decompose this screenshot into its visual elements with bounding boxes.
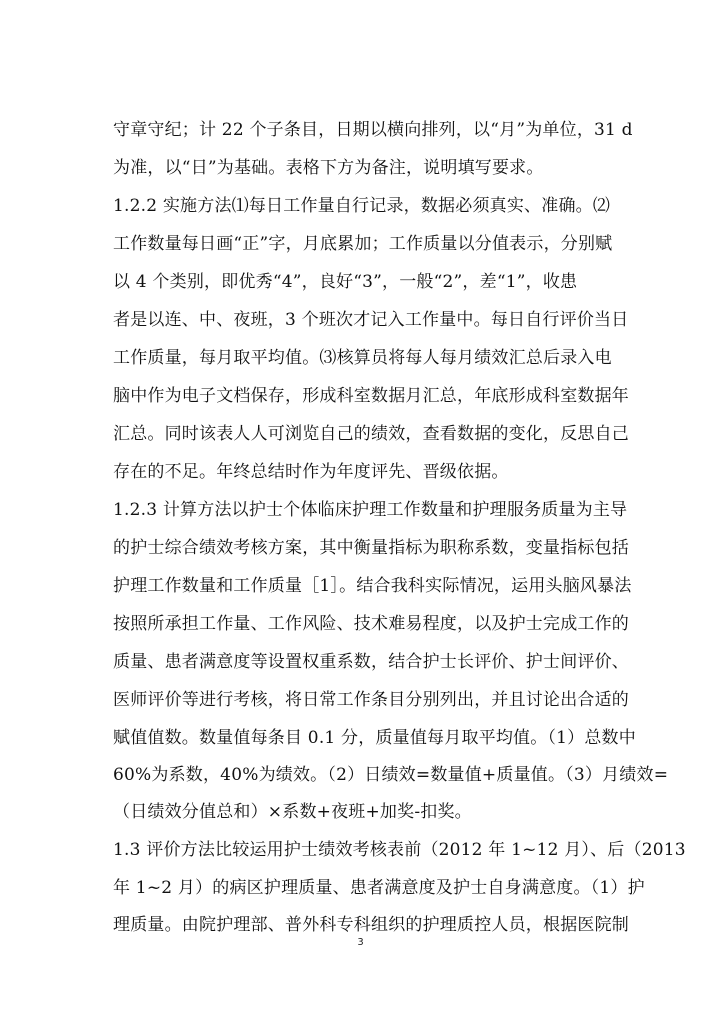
body-text-line: 以 4 个类别，即优秀“4”，良好“3”，一般“2”，差“1”，收患	[113, 272, 578, 292]
body-text-line: 按照所承担工作量、工作风险、技术难易程度，以及护士完成工作的	[113, 614, 629, 634]
body-text-line: 守章守纪；计 22 个子条目，日期以横向排列，以“月”为单位，31 d	[113, 120, 633, 140]
body-text-line: 者是以连、中、夜班，3 个班次才记入工作量中。每日自行评价当日	[113, 310, 629, 330]
body-text-line: 护理工作数量和工作质量［1］。结合我科实际情况，运用头脑风暴法	[113, 576, 632, 596]
body-text-line: 为准，以“日”为基础。表格下方为备注，说明填写要求。	[113, 158, 544, 178]
body-text-line: 脑中作为电子文档保存，形成科室数据月汇总，年底形成科室数据年	[113, 386, 629, 406]
body-text-line: 60%为系数，40%为绩效。（2）日绩效=数量值+质量值。（3）月绩效=	[113, 765, 669, 785]
body-text-line: 1.3 评价方法比较运用护士绩效考核表前（2012 年 1~12 月）、后（2013	[113, 840, 686, 860]
body-text-line: 工作质量，每月取平均值。⑶核算员将每人每月绩效汇总后录入电	[113, 348, 612, 368]
body-text-line: 工作数量每日画“正”字，月底累加；工作质量以分值表示，分别赋	[113, 234, 613, 254]
body-text-line: 赋值值数。数量值每条目 0.1 分，质量值每月取平均值。（1）总数中	[113, 728, 636, 748]
body-text-line: 医师评价等进行考核，将日常工作条目分别列出，并且讨论出合适的	[113, 690, 629, 710]
body-text-line: （日绩效分值总和）×系数+夜班+加奖-扣奖。	[113, 802, 472, 822]
body-text-line: 1.2.3 计算方法以护士个体临床护理工作数量和护理服务质量为主导	[113, 500, 628, 520]
page-number: 3	[357, 937, 364, 948]
body-text-line: 理质量。由院护理部、普外科专科组织的护理质控人员，根据医院制	[113, 915, 629, 935]
body-text-line: 的护士综合绩效考核方案，其中衡量指标为职称系数，变量指标包括	[113, 538, 629, 558]
body-text-line: 1.2.2 实施方法⑴每日工作量自行记录，数据必须真实、准确。⑵	[113, 196, 611, 216]
body-text-line: 汇总。同时该表人人可浏览自己的绩效，查看数据的变化，反思自己	[113, 424, 629, 444]
body-text-line: 存在的不足。年终总结时作为年度评先、晋级依据。	[113, 462, 509, 482]
body-text-line: 年 1~2 月）的病区护理质量、患者满意度及护士自身满意度。（1）护	[113, 878, 645, 898]
body-text-line: 质量、患者满意度等设置权重系数，结合护士长评价、护士间评价、	[113, 652, 629, 672]
